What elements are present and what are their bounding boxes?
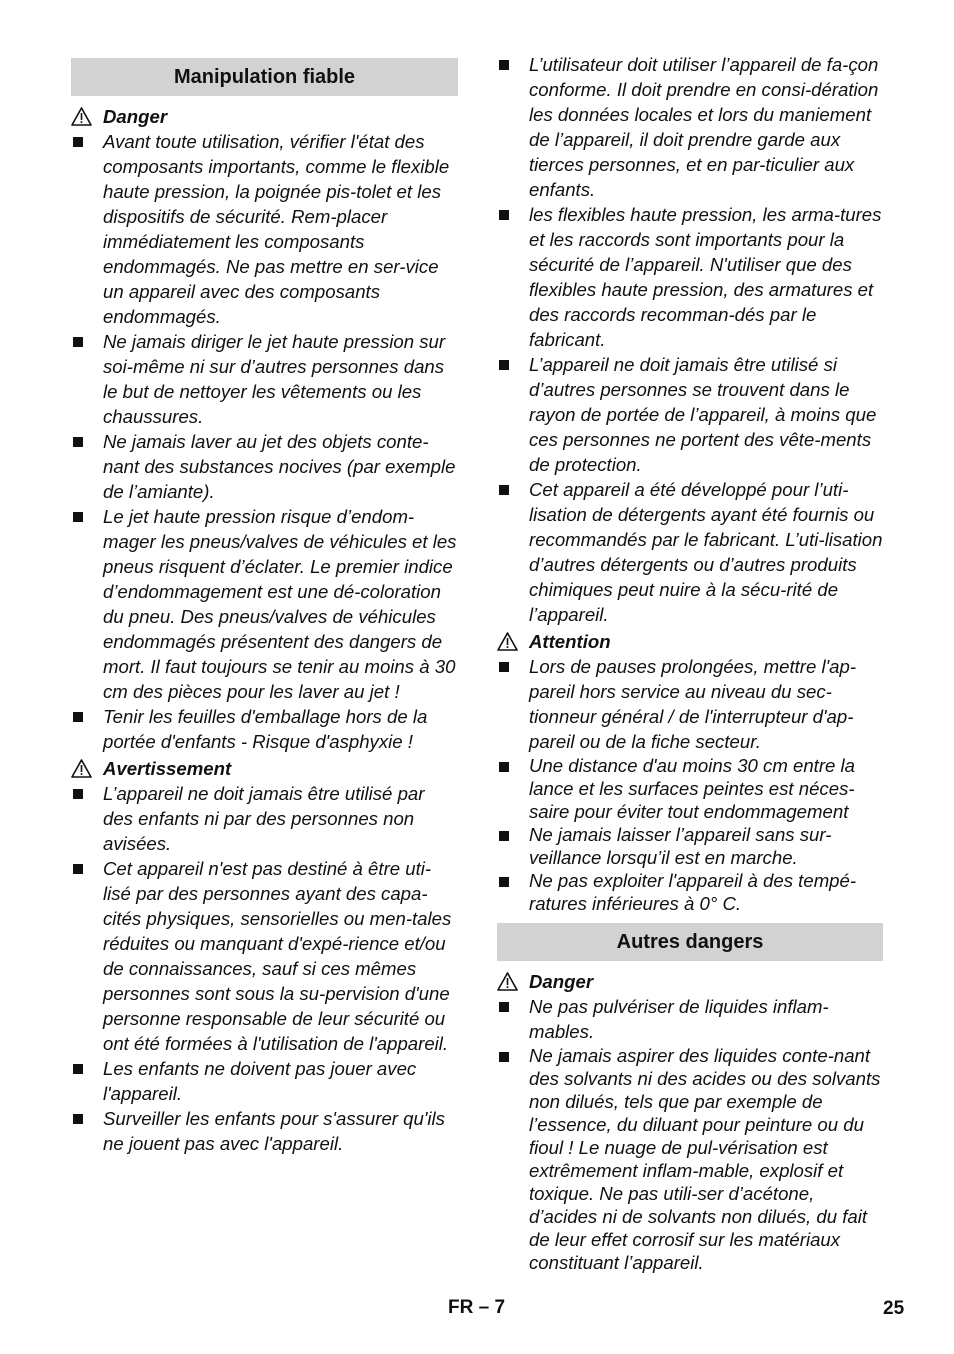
danger-notice bbox=[497, 969, 883, 994]
attention-notice bbox=[497, 629, 883, 654]
bullet-square-icon bbox=[71, 856, 103, 1056]
list-item: Ne jamais laver au jet des objets conte-nant des substances nocives (par exemple de l’amiante). bbox=[71, 429, 458, 504]
list-item: L’appareil ne doit jamais être utilisé si d’autres personnes se trouvent dans le rayon de portée de l’appareil, à moins que ces personnes ne portent des vête-ments de protection. bbox=[497, 352, 883, 477]
bullet-square-icon bbox=[497, 477, 529, 627]
list-item: Avant toute utilisation, vérifier l'état des composants importants, comme le flexible haute pression, la poignée pis-tolet et les dispositifs de sécurité. Rem-placer immédiatement les composants endommagés. Ne pas mettre en ser-vice un appareil avec des composants endommagés. bbox=[71, 129, 458, 329]
left-column bbox=[71, 52, 458, 1156]
list-item: Ne jamais laisser l’appareil sans sur-veillance lorsqu’il est en marche. bbox=[497, 823, 883, 869]
bullet-square-icon bbox=[497, 1044, 529, 1274]
list-item: L’utilisateur doit utiliser l’appareil de fa-çon conforme. Il doit prendre en consi-dération les données locales et lors du maniement de l’appareil, il doit prendre garde aux tierces personnes, et en par-ticulier aux enfants. bbox=[497, 52, 883, 202]
list-item: Tenir les feuilles d'emballage hors de la portée d'enfants - Risque d'asphyxie ! bbox=[71, 704, 458, 754]
list-item: L’appareil ne doit jamais être utilisé par des enfants ni par des personnes non avisées. bbox=[71, 781, 458, 856]
footer-section-label: FR – 7 bbox=[448, 1297, 506, 1318]
bullet-square-icon bbox=[497, 654, 529, 754]
notice-label: Danger bbox=[529, 971, 594, 992]
bullet-square-icon bbox=[497, 352, 529, 477]
bullet-square-icon bbox=[497, 869, 529, 915]
section-heading: Autres dangers bbox=[497, 923, 883, 961]
list-item: Cet appareil n'est pas destiné à être uti-lisé par des personnes ayant des capa-cités physiques, sensorielles ou men-tales réduites ou manquant d'expé-rience et/ou de connaissances, sauf si ces mêmes personnes sont sous la su-pervision d'une personne responsable de leur sécurité ou ont été formées à l'utilisation de l'appareil. bbox=[71, 856, 458, 1056]
list-item: Ne pas pulvériser de liquides inflam-mables. bbox=[497, 994, 883, 1044]
bullet-square-icon bbox=[71, 781, 103, 856]
warning-triangle-icon bbox=[71, 759, 103, 778]
bullet-square-icon bbox=[71, 429, 103, 504]
list-item: Ne jamais diriger le jet haute pression sur soi-même ni sur d’autres personnes dans le but de nettoyer les vêtements ou les chaussures. bbox=[71, 329, 458, 429]
bullet-square-icon bbox=[71, 504, 103, 704]
bullet-square-icon bbox=[71, 129, 103, 329]
bullet-square-icon bbox=[497, 994, 529, 1044]
notice-label: Danger bbox=[103, 106, 168, 127]
danger-notice bbox=[71, 104, 458, 129]
warning-notice bbox=[71, 756, 458, 781]
list-item: Surveiller les enfants pour s'assurer qu'ils ne jouent pas avec l'appareil. bbox=[71, 1106, 458, 1156]
list-item: Lors de pauses prolongées, mettre l'ap-pareil hors service au niveau du sec-tionneur général / de l'interrupteur d'ap-pareil ou de la fiche secteur. bbox=[497, 654, 883, 754]
list-item: Une distance d'au moins 30 cm entre la lance et les surfaces peintes est néces-saire pour éviter tout endommagement bbox=[497, 754, 883, 823]
list-item: Ne jamais aspirer des liquides conte-nant des solvants ni des acides ou des solvants non dilués, tels que par exemple de l’essence, du diluant pour peinture ou du fioul ! Le nuage de pul-vérisation est extrêmement inflam-mable, explosif et toxique. Ne pas utili-ser d’acétone, d’acides ni de solvants non dilués, du fait de leur effet corrosif sur les matériaux constituant l’appareil. bbox=[497, 1044, 883, 1274]
notice-label: Avertissement bbox=[103, 758, 232, 779]
bullet-square-icon bbox=[497, 52, 529, 202]
bullet-square-icon bbox=[497, 202, 529, 352]
notice-label: Attention bbox=[529, 631, 611, 652]
list-item: Les enfants ne doivent pas jouer avec l'appareil. bbox=[71, 1056, 458, 1106]
bullet-square-icon bbox=[71, 1106, 103, 1156]
bullet-square-icon bbox=[497, 754, 529, 823]
bullet-square-icon bbox=[71, 1056, 103, 1106]
list-item: Le jet haute pression risque d’endom-mager les pneus/valves de véhicules et les pneus risquent d’éclater. Le premier indice d’endommagement est une dé-coloration du pneu. Des pneus/valves de véhicules endommagés présentent des dangers de mort. Il faut toujours se tenir au moins à 30 cm des pièces pour les laver au jet ! bbox=[71, 504, 458, 704]
section-heading: Manipulation fiable bbox=[71, 58, 458, 96]
bullet-square-icon bbox=[71, 329, 103, 429]
page-number: 25 bbox=[883, 1298, 905, 1319]
list-item: Ne pas exploiter l'appareil à des tempé-ratures inférieures à 0° C. bbox=[497, 869, 883, 915]
right-column bbox=[497, 52, 883, 1274]
bullet-square-icon bbox=[497, 823, 529, 869]
warning-triangle-icon bbox=[497, 632, 529, 651]
list-item: Cet appareil a été développé pour l’uti-lisation de détergents ayant été fournis ou recommandés par le fabricant. L’uti-lisation d’autres détergents ou d’autres produits chimiques peut nuire à la sécu-rité de l’appareil. bbox=[497, 477, 883, 627]
list-item: les flexibles haute pression, les arma-tures et les raccords sont importants pour la sécurité de l’appareil. N'utiliser que des flexibles haute pression, des armatures et des raccords recomman-dés par le fabricant. bbox=[497, 202, 883, 352]
warning-triangle-icon bbox=[497, 972, 529, 991]
warning-triangle-icon bbox=[71, 107, 103, 126]
bullet-square-icon bbox=[71, 704, 103, 754]
